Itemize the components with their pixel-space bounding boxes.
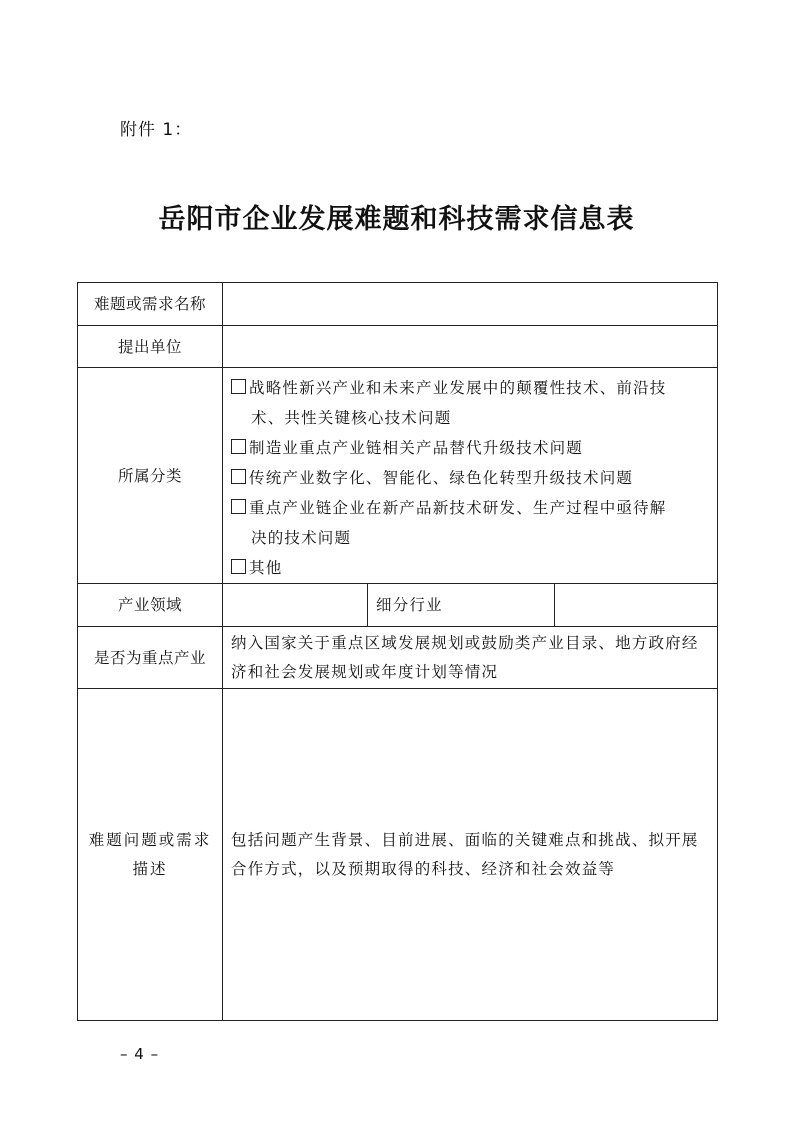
- checkbox-icon[interactable]: [231, 439, 246, 454]
- attachment-label: 附件 1：: [120, 120, 193, 140]
- category-label: 所属分类: [78, 368, 223, 584]
- key-industry-hint: 纳入国家关于重点区域发展规划或鼓励类产业目录、地方政府经济和社会发展规划或年度计划等情况: [231, 633, 699, 681]
- category-option-text: 其他: [249, 558, 283, 577]
- name-field[interactable]: [223, 283, 718, 326]
- unit-field[interactable]: [223, 326, 718, 368]
- checkbox-icon[interactable]: [231, 379, 246, 394]
- description-hint: 包括问题产生背景、目前进展、面临的关键难点和挑战、拟开展合作方式，以及预期取得的科技、经济和社会效益等: [231, 830, 699, 878]
- category-option-text: 战略性新兴产业和未来产业发展中的颠覆性技术、前沿技: [249, 378, 667, 397]
- category-option[interactable]: [231, 553, 711, 583]
- category-option-text: 重点产业链企业在新产品新技术研发、生产过程中亟待解: [249, 498, 667, 517]
- category-option-text-cont: 术、共性关键核心技术问题: [251, 408, 452, 427]
- description-field[interactable]: [223, 689, 718, 1021]
- subindustry-label: 细分行业: [368, 584, 555, 627]
- industry-label: 产业领域: [78, 584, 223, 627]
- row-category: [78, 368, 718, 584]
- row-key-industry: [78, 627, 718, 689]
- page-title: 岳阳市企业发展难题和科技需求信息表: [158, 204, 635, 235]
- category-options: [223, 368, 718, 584]
- category-option[interactable]: [231, 493, 711, 553]
- row-description: [78, 689, 718, 1021]
- key-industry-field[interactable]: [223, 627, 718, 689]
- checkbox-icon[interactable]: [231, 559, 246, 574]
- description-label: 难题问题或需求描述: [78, 689, 223, 1021]
- key-industry-label: 是否为重点产业: [78, 627, 223, 689]
- info-form-table: [77, 282, 718, 1021]
- name-label: 难题或需求名称: [78, 283, 223, 326]
- checkbox-icon[interactable]: [231, 469, 246, 484]
- page-number: – 4 –: [120, 1045, 160, 1063]
- checkbox-icon[interactable]: [231, 499, 246, 514]
- row-name: [78, 283, 718, 326]
- industry-field[interactable]: [223, 584, 368, 627]
- category-option[interactable]: [231, 433, 711, 463]
- category-option-text: 制造业重点产业链相关产品替代升级技术问题: [249, 438, 584, 457]
- category-option-text: 传统产业数字化、智能化、绿色化转型升级技术问题: [249, 468, 634, 487]
- category-option-text-cont: 决的技术问题: [251, 528, 352, 547]
- subindustry-field[interactable]: [555, 584, 718, 627]
- category-option[interactable]: [231, 373, 711, 433]
- unit-label: 提出单位: [78, 326, 223, 368]
- category-option[interactable]: [231, 463, 711, 493]
- row-unit: [78, 326, 718, 368]
- row-industry: [78, 584, 718, 627]
